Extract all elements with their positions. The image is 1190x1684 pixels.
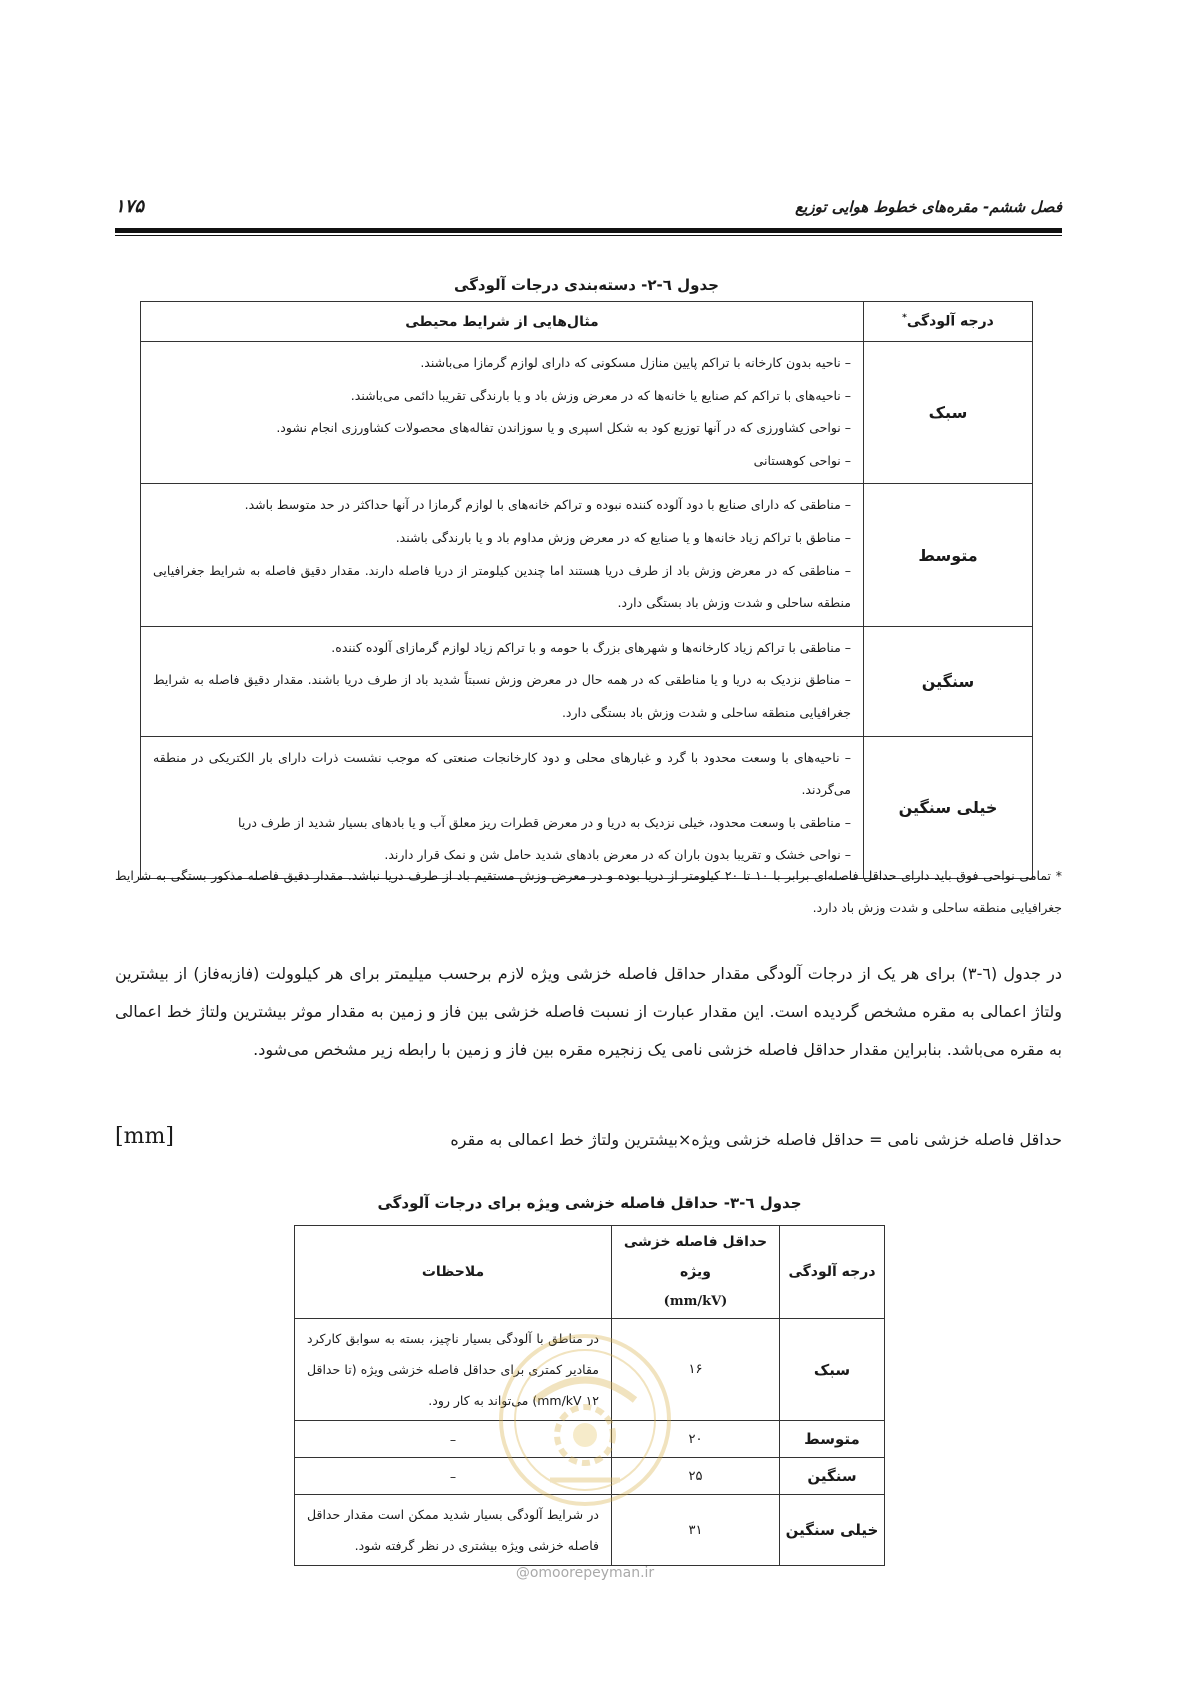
creepage-equation [115, 1124, 1062, 1164]
table-header-row [141, 302, 1033, 342]
degree-cell: سبک [780, 1319, 885, 1421]
example-line: – مناطقی که در معرض وزش باد از طرف دریا هستند اما چندین کیلومتر از دریا فاصله دارند. مقدار دقیق فاصله به شرایط جغرافیایی منطقه ساحلی و شدت وزش باد بستگی دارد. [153, 562, 851, 611]
example-line: – نواحی خشک و تقریبا بدون باران که در معرض بادهای شدید حامل شن و نمک قرار دارند. [384, 847, 851, 863]
header-min-creepage [612, 1226, 780, 1319]
example-line: – مناطقی که دارای صنایع با دود آلوده کننده نبوده و تراکم خانه‌های با لوازم گرمازا در آنها حداکثر در حد متوسط باشد. [244, 497, 851, 513]
value-cell: ۱۶ [612, 1319, 780, 1421]
body-paragraph: در جدول (٦-٣) برای هر یک از درجات آلودگی مقدار حداقل فاصله خزشی ویژه لازم برحسب میلیمتر برای هر کیلوولت (فاز‌به‌فاز) از بیشترین ولتاژ اعمالی به مقره مشخص گردیده است. این مقدار عبارت از نسبت فاصله خزشی بین فاز و زمین به مقدار موثر بیشترین ولتاژ خط اعمالی به مقره می‌باشد. بنابراین مقدار حداقل فاصله خزشی نامی یک زنجیره مقره بین فاز و زمین با رابطه زیر مشخص می‌شود. [115, 964, 1063, 1059]
running-header [115, 198, 1062, 230]
header-min-creepage-label: حداقل فاصله خزشی ویژه [623, 1234, 768, 1280]
examples-cell [141, 484, 864, 626]
example-line: – ناحیه‌های با وسعت محدود با گرد و غبارهای محلی و دود کارخانجات صنعتی که موجب نشست ذرات دارای بار الکتریکی در منطقه می‌گردند. [153, 749, 851, 798]
page-number: ۱۷۵ [115, 196, 145, 217]
example-line: – ناحیه بدون کارخانه با تراکم پایین منازل مسکونی که دارای لوازم گرمازا می‌باشند. [420, 355, 851, 370]
table-row [141, 626, 1033, 736]
degree-cell: خیلی سنگین [864, 736, 1033, 878]
degree-cell: سنگین [780, 1458, 885, 1495]
table-6-3-caption: جدول ٦-٣- حداقل فاصله خزشی ویژه برای درجات آلودگی [377, 1194, 802, 1212]
degree-cell: سبک [864, 342, 1033, 484]
example-line: – نواحی کشاورزی که در آنها توزیع کود به شکل اسپری و یا سوزاندن تفاله‌های محصولات کشاورزی انجام نشود. [276, 420, 851, 436]
note-cell: – [295, 1458, 612, 1495]
table-6-2-caption: جدول ٦-٢- دسته‌بندی درجات آلودگی [454, 276, 719, 294]
examples-cell [141, 626, 864, 736]
table-footnote: * تمامی نواحی فوق باید دارای حداقل فاصله‌ای برابر با ۱۰ تا ۲۰ کیلومتر از دریا بوده و در معرض وزش مستقیم باد از طرف دریا نباشد. مقدار دقیق فاصله مذکور بستگی به شرایط جغرافیایی منطقه ساحلی و شدت وزش باد دارد. [115, 868, 1063, 915]
value-cell: ۳۱ [612, 1495, 780, 1566]
table-row [141, 342, 1033, 484]
example-line: – مناطق با تراکم زیاد خانه‌ها و یا صنایع که در معرض وزش مداوم باد و یا بارندگی باشند. [395, 529, 851, 545]
example-line: – مناطق نزدیک به دریا و یا مناطقی که در همه حال در معرض وزش نسبتاً شدید باد از طرف دریا باشند. مقدار دقیق فاصله به شرایط جغرافیایی منطقه ساحلی و شدت وزش باد بستگی دارد. [153, 672, 851, 720]
watermark-site: @omoorepeyman.ir [515, 1565, 655, 1581]
equation-text: حداقل فاصله خزشی نامی = حداقل فاصله خزشی ویژه×بیشترین ولتاژ خط اعمالی به مقره [450, 1130, 1062, 1149]
degree-cell: متوسط [864, 484, 1033, 626]
table-row [141, 736, 1033, 878]
header-degree: درجه آلودگی* [864, 302, 1033, 342]
degree-cell: سنگین [864, 626, 1033, 736]
table-header-row [295, 1226, 885, 1319]
header-degree: درجه آلودگی [780, 1226, 885, 1319]
header-min-creepage-unit: (mm/kV) [663, 1294, 728, 1309]
chapter-title: فصل ششم- مقره‌های خطوط هوایی توزیع [795, 198, 1062, 216]
equation-unit: [mm] [115, 1124, 174, 1149]
note-cell: در شرایط آلودگی بسیار شدید ممکن است مقدار حداقل فاصله خزشی ویژه بیشتری در نظر گرفته شود. [295, 1495, 612, 1566]
examples-cell [141, 736, 864, 878]
example-line: – مناطقی با وسعت محدود، خیلی نزدیک به دریا و در معرض قطرات ریز معلق آب و یا بادهای بسیار شدید از طرف دریا [238, 814, 851, 830]
note-cell: – [295, 1421, 612, 1458]
table-row [141, 484, 1033, 626]
example-line: – نواحی کوهستانی [753, 452, 851, 468]
pollution-categories-table [140, 301, 1033, 879]
degree-cell: متوسط [780, 1421, 885, 1458]
header-rule-thin [115, 235, 1062, 236]
header-examples: مثال‌هایی از شرایط محیطی [141, 302, 864, 342]
header-rule-thick [115, 228, 1062, 233]
value-cell: ۲۰ [612, 1421, 780, 1458]
example-line: – ناحیه‌های با تراکم کم صنایع یا خانه‌ها که در معرض وزش باد و یا بارندگی تقریبا دائمی می‌باشند. [350, 387, 851, 403]
value-cell: ۲۵ [612, 1458, 780, 1495]
note-cell: در مناطق با آلودگی بسیار ناچیز، بسته به سوابق کارکرد مقادیر کمتری برای حداقل فاصله خزشی ویژه (تا حداقل ۱۲ mm/kV) می‌تواند به کار رود. [295, 1319, 612, 1421]
example-line: – مناطقی با تراکم زیاد کارخانه‌ها و شهرهای بزرگ با حومه و با تراکم زیاد لوازم گرمازای آلوده کننده. [331, 639, 851, 655]
examples-cell [141, 342, 864, 484]
header-notes: ملاحظات [295, 1226, 612, 1319]
footnote-mark: * [902, 313, 907, 324]
degree-cell: خیلی سنگین [780, 1495, 885, 1566]
publisher-seal-icon [495, 1330, 675, 1510]
